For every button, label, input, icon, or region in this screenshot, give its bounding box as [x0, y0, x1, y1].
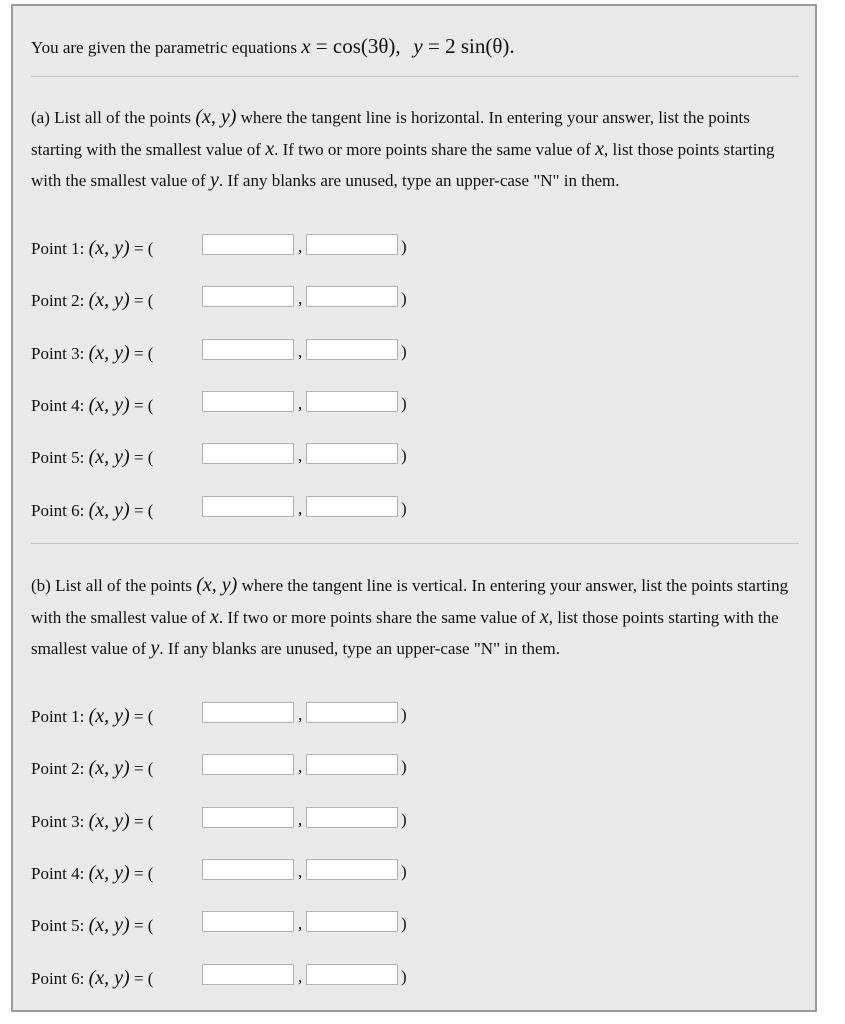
- close-paren: ): [401, 705, 407, 724]
- point-label: [31, 446, 153, 469]
- part-b-x-input[interactable]: [202, 702, 294, 723]
- point-expression: (x, y): [88, 809, 130, 832]
- part-a-y-var: y: [209, 169, 219, 191]
- point-number: Point 1:: [31, 707, 85, 726]
- part-a-x-var: x: [265, 137, 275, 160]
- point-expression: (x, y): [88, 705, 130, 727]
- part-b-y-input[interactable]: [306, 807, 398, 828]
- part-b-y-input[interactable]: [306, 964, 398, 985]
- point-number: Point 3:: [31, 811, 85, 831]
- point-expression: (x, y): [88, 498, 130, 521]
- intro-y-var: y: [413, 34, 423, 58]
- point-expression: (x, y): [88, 966, 130, 989]
- question-panel: [11, 4, 817, 1012]
- point-expression: (x, y): [88, 757, 130, 780]
- part-b-x-input[interactable]: [202, 911, 294, 932]
- part-b-instructions: [31, 570, 803, 665]
- point-label: [31, 499, 153, 522]
- comma-separator: ,: [298, 446, 303, 466]
- part-a-x-input[interactable]: [202, 443, 294, 464]
- point-equals: = (: [129, 811, 154, 831]
- part-a-x-input[interactable]: [202, 496, 294, 517]
- point-expression: (x, y): [88, 289, 130, 312]
- part-a-x-input[interactable]: [202, 339, 294, 360]
- part-b-x-input[interactable]: [202, 807, 294, 828]
- intro-y-equation: = 2 sin(θ).: [422, 34, 515, 58]
- part-a-x-var-2: x: [595, 137, 604, 160]
- point-number: Point 4:: [31, 863, 85, 883]
- part-a-y-input[interactable]: [306, 443, 398, 464]
- part-b-text-2: where the tangent line is vertical. In entering your answer, list the points starting with the smallest value of: [31, 576, 789, 627]
- point-equals: = (: [129, 863, 154, 883]
- point-label: [31, 810, 153, 833]
- point-number: Point 2:: [31, 291, 85, 311]
- point-equals: = (: [129, 448, 154, 468]
- close-paren: ): [401, 809, 407, 829]
- close-paren: ): [401, 914, 407, 934]
- part-a-x-input[interactable]: [202, 391, 294, 412]
- point-number: Point 3:: [31, 343, 85, 363]
- point-equals: = (: [129, 916, 154, 936]
- part-b-coord: (x, y): [196, 574, 238, 596]
- point-number: Point 6:: [31, 500, 85, 520]
- part-b-y-input[interactable]: [306, 702, 398, 723]
- comma-separator: ,: [298, 289, 303, 309]
- part-a-x-input[interactable]: [202, 286, 294, 307]
- point-expression: (x, y): [88, 861, 130, 884]
- comma-separator: ,: [298, 809, 303, 829]
- point-expression: (x, y): [88, 914, 130, 937]
- comma-separator: ,: [298, 757, 303, 777]
- part-a-point-row: [31, 286, 411, 314]
- part-b-y-input[interactable]: [306, 859, 398, 880]
- part-b-text-1: (b) List all of the points: [31, 576, 197, 595]
- part-a-point-row: [31, 443, 411, 471]
- part-a-y-input[interactable]: [306, 496, 398, 517]
- point-number: Point 6:: [31, 968, 85, 988]
- point-label: [31, 914, 153, 937]
- part-a-x-input[interactable]: [202, 234, 294, 255]
- part-b-x-input[interactable]: [202, 859, 294, 880]
- comma-separator: ,: [298, 914, 303, 934]
- part-b-x-var-2: x: [539, 605, 549, 628]
- divider-middle: [31, 543, 799, 544]
- point-label: [31, 342, 153, 365]
- intro-x-equation: = cos(3θ),: [310, 34, 401, 58]
- comma-separator: ,: [298, 705, 303, 724]
- part-a-point-row: [31, 339, 411, 367]
- point-equals: = (: [129, 759, 154, 779]
- point-equals: = (: [129, 707, 154, 726]
- point-equals: = (: [129, 395, 154, 415]
- point-expression: (x, y): [88, 237, 130, 259]
- part-b-point-row: [31, 807, 411, 835]
- close-paren: ): [401, 966, 407, 986]
- part-b-x-input[interactable]: [202, 754, 294, 775]
- point-label: [31, 237, 153, 260]
- part-a-point-row: [31, 391, 411, 419]
- part-b-y-input[interactable]: [306, 754, 398, 775]
- part-b-x-var: x: [209, 605, 219, 628]
- close-paren: ): [401, 757, 407, 777]
- close-paren: ): [401, 341, 407, 361]
- point-number: Point 4:: [31, 395, 85, 415]
- point-label: [31, 967, 153, 990]
- part-b-text-4: , list those points starting with the smallest value of: [31, 607, 779, 658]
- part-b-x-input[interactable]: [202, 964, 294, 985]
- part-a-point-row: [31, 496, 411, 524]
- close-paren: ): [401, 237, 407, 256]
- point-equals: = (: [129, 968, 154, 988]
- point-label: [31, 862, 153, 885]
- part-a-coord: (x, y): [195, 106, 237, 128]
- part-a-point-row: [31, 234, 411, 262]
- part-b-point-row: [31, 754, 411, 782]
- part-a-text-1: (a) List all of the points: [31, 108, 196, 127]
- comma-separator: ,: [298, 498, 303, 518]
- part-b-point-row: [31, 859, 411, 887]
- comma-separator: ,: [298, 341, 303, 361]
- intro-text: You are given the parametric equations: [31, 38, 297, 57]
- part-a-text-2: where the tangent line is horizontal. In entering your answer, list the points starting with the smallest value of: [31, 108, 750, 159]
- part-a-text-4: , list those points starting with the smallest value of: [31, 139, 775, 190]
- point-number: Point 1:: [31, 239, 85, 258]
- point-label: [31, 705, 153, 728]
- close-paren: ): [401, 393, 407, 413]
- close-paren: ): [401, 861, 407, 881]
- point-label: [31, 394, 153, 417]
- point-label: [31, 757, 153, 780]
- point-equals: = (: [129, 291, 154, 311]
- close-paren: ): [401, 289, 407, 309]
- part-a-instructions: [31, 102, 803, 197]
- comma-separator: ,: [298, 966, 303, 986]
- point-label: [31, 289, 153, 312]
- part-b-y-input[interactable]: [306, 911, 398, 932]
- part-a-y-input[interactable]: [306, 234, 398, 255]
- comma-separator: ,: [298, 237, 303, 256]
- part-a-y-input[interactable]: [306, 391, 398, 412]
- point-number: Point 5:: [31, 448, 85, 468]
- part-b-y-var: y: [150, 637, 160, 659]
- part-a-y-input[interactable]: [306, 286, 398, 307]
- point-equals: = (: [129, 500, 154, 520]
- close-paren: ): [401, 446, 407, 466]
- point-expression: (x, y): [88, 393, 130, 416]
- point-number: Point 5:: [31, 916, 85, 936]
- point-expression: (x, y): [88, 341, 130, 364]
- part-a-text-5: . If any blanks are unused, type an upper-case "N" in them.: [218, 171, 620, 190]
- intro-x-var: x: [301, 34, 311, 58]
- part-b-text-5: . If any blanks are unused, type an upper-case "N" in them.: [159, 639, 560, 658]
- comma-separator: ,: [298, 861, 303, 881]
- point-equals: = (: [129, 239, 154, 258]
- close-paren: ): [401, 498, 407, 518]
- part-b-point-row: [31, 911, 411, 939]
- part-b-point-row: [31, 964, 411, 992]
- intro-statement: [31, 34, 515, 59]
- part-b-point-row: [31, 702, 411, 730]
- comma-separator: ,: [298, 393, 303, 413]
- point-expression: (x, y): [88, 446, 130, 469]
- divider-top: [31, 76, 799, 77]
- part-a-text-3: . If two or more points share the same value of: [274, 139, 596, 159]
- point-equals: = (: [129, 343, 154, 363]
- part-b-text-3: . If two or more points share the same value of: [218, 607, 540, 627]
- part-a-y-input[interactable]: [306, 339, 398, 360]
- point-number: Point 2:: [31, 759, 85, 779]
